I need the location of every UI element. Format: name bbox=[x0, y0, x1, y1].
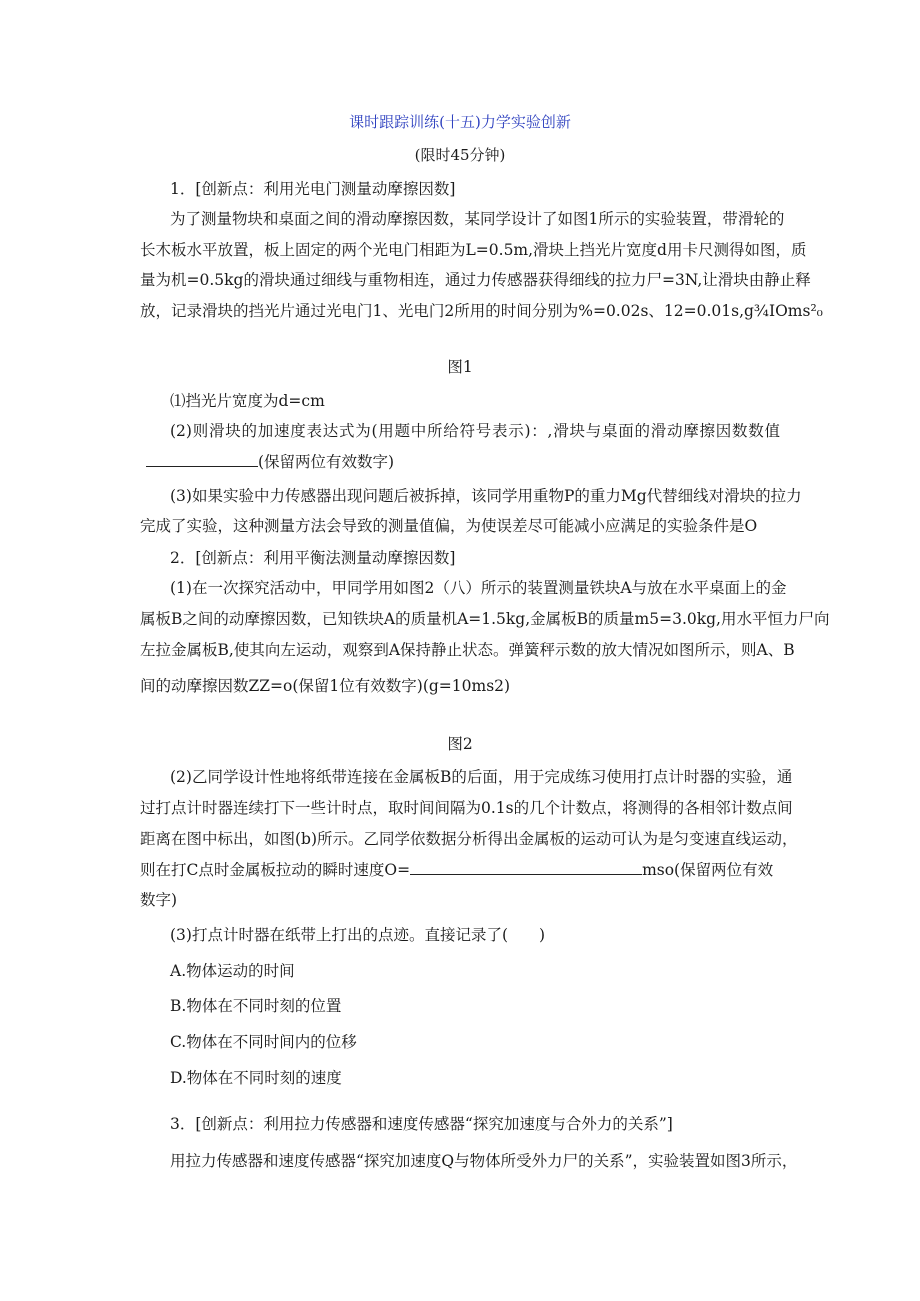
answer-blank[interactable] bbox=[410, 860, 642, 875]
q2-header: 2．[创新点：利用平衡法测量动摩擦因数] bbox=[170, 549, 456, 567]
figure-1-caption: 图1 bbox=[447, 358, 473, 376]
q2-part2-line: 距离在图中标出，如图(b)所示。乙同学依数据分析得出金属板的运动可认为是匀变速直线运动， bbox=[140, 830, 798, 848]
option-b: B.物体在不同时刻的位置 bbox=[170, 997, 342, 1015]
q2-paragraph-line: (1)在一次探究活动中，甲同学用如图2（八）所示的装置测量铁块A与放在水平桌面上的金 bbox=[170, 579, 787, 597]
q1-paragraph-line: 量为机=0.5kg的滑块通过细线与重物相连，通过力传感器获得细线的拉力尸=3N,让滑块由静止释 bbox=[140, 271, 811, 289]
figure-2-caption: 图2 bbox=[447, 735, 473, 753]
option-d: D.物体在不同时刻的速度 bbox=[170, 1069, 342, 1087]
q3-header: 3．[创新点：利用拉力传感器和速度传感器“探究加速度与合外力的关系”] bbox=[170, 1115, 673, 1133]
q1-header: 1．[创新点：利用光电门测量动摩擦因数] bbox=[170, 180, 456, 198]
q1-subquestion-3: (3)如果实验中力传感器出现问题后被拆掉，该同学用重物P的重力Mg代替细线对滑块的拉力 bbox=[170, 487, 802, 505]
q2-part3-question: (3)打点计时器在纸带上打出的点迹。直接记录了( ) bbox=[170, 926, 546, 944]
q1-s2-note: (保留两位有效数字) bbox=[258, 453, 395, 471]
q1-paragraph-line: 长木板水平放置，板上固定的两个光电门相距为L=0.5m,滑块上挡光片宽度d用卡尺测得如图，质 bbox=[140, 241, 807, 259]
q3-paragraph-line: 用拉力传感器和速度传感器“探究加速度Q与物体所受外力尸的关系”，实验装置如图3所示， bbox=[170, 1152, 798, 1170]
q2-part2-line: 过打点计时器连续打下一些计时点，取时间间隔为0.1s的几个计数点，将测得的各相邻计数点间 bbox=[140, 799, 793, 817]
q2-part2-line: (2)乙同学设计性地将纸带连接在金属板B的后面，用于完成练习使用打点计时器的实验，通 bbox=[170, 768, 793, 786]
option-c: C.物体在不同时间内的位移 bbox=[170, 1033, 357, 1051]
q2-velocity-prompt: 则在打C点时金属板拉动的瞬时速度O= bbox=[140, 861, 411, 879]
time-limit: (限时45分钟) bbox=[414, 146, 506, 164]
q2-paragraph-line: 左拉金属板B,使其向左运动，观察到A保持静止状态。弹簧秤示数的放大情况如图所示，则A、B bbox=[140, 641, 795, 659]
q2-part2-line: 数字) bbox=[140, 891, 178, 909]
q1-subquestion-2: (2)则滑块的加速度表达式为(用题中所给符号表示)：,滑块与桌面的滑动摩擦因数数值 bbox=[170, 422, 780, 440]
q2-velocity-unit: mso(保留两位有效 bbox=[642, 861, 774, 879]
q1-subquestion-1: ⑴挡光片宽度为d=cm bbox=[170, 392, 325, 410]
page-title: 课时跟踪训练(十五)力学实验创新 bbox=[349, 113, 571, 131]
option-a: A.物体运动的时间 bbox=[170, 962, 295, 980]
q2-paragraph-line: 属板B之间的动摩擦因数，已知铁块A的质量机A=1.5kg,金属板B的质量m5=3.0kg,用水平恒力尸向 bbox=[140, 610, 830, 628]
q1-paragraph-line: 放，记录滑块的挡光片通过光电门1、光电门2所用的时间分别为%=0.02s、12=0.01s,g¾IOms²₀ bbox=[140, 302, 823, 320]
q1-subquestion-2-cont bbox=[146, 452, 394, 472]
q2-part2-line bbox=[140, 860, 773, 880]
q2-paragraph-line: 间的动摩擦因数ZZ=o(保留1位有效数字)(g=10ms2) bbox=[140, 677, 511, 695]
q1-paragraph-line: 为了测量物块和桌面之间的滑动摩擦因数，某同学设计了如图1所示的实验装置，带滑轮的 bbox=[170, 210, 785, 228]
answer-blank[interactable] bbox=[146, 452, 258, 467]
q1-subquestion-3-cont: 完成了实验，这种测量方法会导致的测量值偏，为使误差尽可能减小应满足的实验条件是O bbox=[140, 517, 758, 535]
